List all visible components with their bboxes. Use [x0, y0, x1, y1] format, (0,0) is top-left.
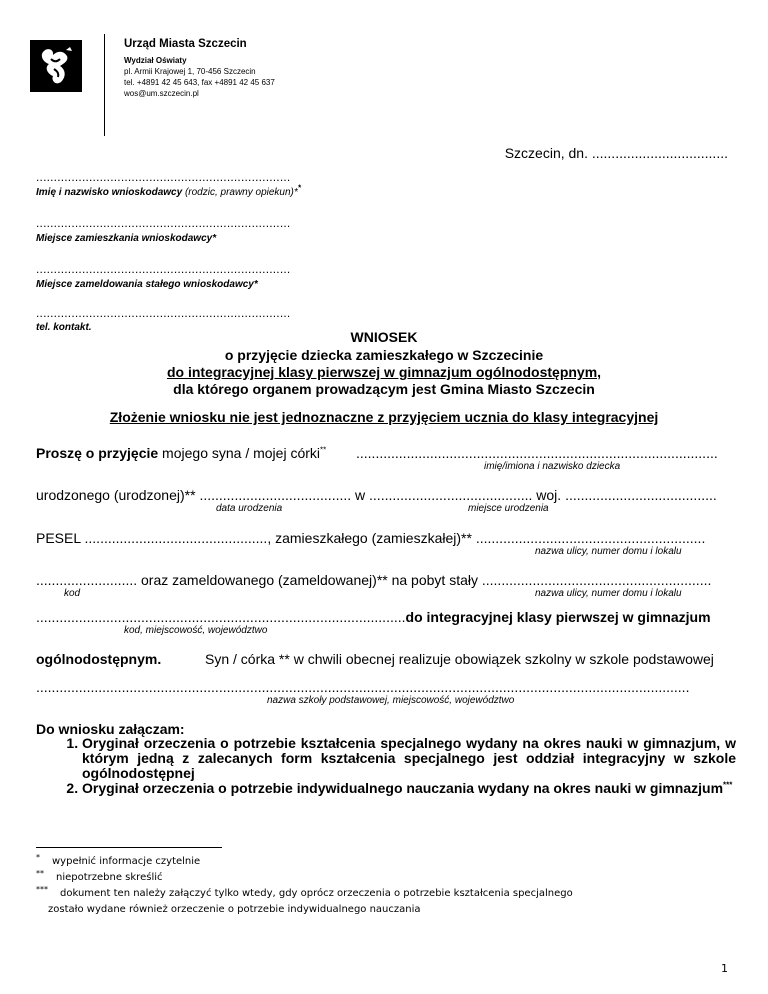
registration-label: Miejsce zameldowania stałego wnioskodawcy* [36, 279, 258, 290]
footnote-1: * wypełnić informacje czytelnie [36, 852, 201, 867]
footnote-3-cont: zostało wydane również orzeczenie o potrzebie indywidualnego nauczania [48, 904, 421, 915]
applicant-name-label: Imię i nazwisko wnioskodawcy (rodzic, prawny opiekun)** [36, 183, 301, 198]
school-field[interactable]: ........................................................................................................................................................................ [36, 679, 690, 695]
place-date-field[interactable]: Szczecin, dn. ................................... [504, 145, 728, 161]
org-phone: tel. +4891 42 45 643, fax +4891 42 45 637 [124, 78, 275, 87]
doc-subtitle-2: do integracyjnej klasy pierwszej w gimnazjum ogólnodostępnym, [166, 364, 602, 380]
attachment-item-1: 1. Oryginał orzeczenia o potrzebie kształcenia specjalnego wydany na okres nauki w gimnazjum, w którym jedną z zalecanych form kształcenia specjalnego jest oddział integracyjny w szkole ogólnodostępnej [82, 736, 736, 781]
birth-place-hint: miejsce urodzenia [468, 503, 549, 514]
footnote-divider [36, 847, 222, 848]
notice: Złożenie wniosku nie jest jednoznaczne z przyjęciem ucznia do klasy integracyjnej [109, 409, 659, 425]
doc-subtitle-1: o przyjęcie dziecka zamieszkałego w Szczecinie [224, 347, 544, 363]
residence-label: Miejsce zamieszkania wnioskodawcy* [36, 233, 217, 244]
registration-field[interactable]: ........................................................................ [36, 262, 291, 276]
attachments-list [36, 736, 736, 796]
pesel-line[interactable]: PESEL ..............................................., zamieszkałego (zamieszkałej)** ........................................................... [36, 530, 706, 546]
phone-label: tel. kontakt. [36, 322, 92, 333]
birth-date-hint: data urodzenia [216, 503, 283, 514]
page-number: 1 [721, 962, 728, 975]
city-logo [30, 40, 82, 92]
born-line[interactable]: urodzonego (urodzonej)** ....................................... w .......................................... woj. ....................................... [36, 487, 717, 503]
doc-subtitle-3: dla którego organem prowadzącym jest Gmina Miasto Szczecin [173, 381, 595, 397]
street-hint: nazwa ulicy, numer domu i lokalu [535, 546, 682, 557]
request-text: Proszę o przyjęcie mojego syna / mojej córki** [36, 445, 327, 461]
applicant-name-field[interactable]: ........................................................................ [36, 170, 291, 184]
attachment-item-2: 2. Oryginał orzeczenia o potrzebie indywidualnego nauczania wydany na okres nauki w gimnazjum*** [82, 781, 736, 796]
residence-field[interactable]: ........................................................................ [36, 216, 291, 230]
footnote-2: ** niepotrzebne skreślić [36, 868, 163, 883]
child-name-field[interactable]: ............................................................................................. [356, 445, 718, 461]
school-hint: nazwa szkoły podstawowej, miejscowość, województwo [267, 695, 515, 706]
school-text: Syn / córka ** w chwili obecnej realizuje obowiązek szkolny w szkole podstawowej [205, 651, 714, 667]
doc-title: WNIOSEK [350, 329, 418, 345]
org-email: wos@um.szczecin.pl [124, 89, 199, 98]
org-address: pl. Armii Krajowej 1, 70-456 Szczecin [124, 67, 256, 76]
org-name: Urząd Miasta Szczecin [124, 38, 247, 50]
postal-hint: kod [64, 588, 81, 599]
child-name-hint: imię/imiona i nazwisko dziecka [484, 461, 621, 472]
locality-hint: kod, miejscowość, województwo [124, 625, 268, 636]
phone-field[interactable]: ........................................................................ [36, 306, 291, 320]
open-school-text: ogólnodostępnym. [36, 651, 162, 667]
footnote-3: *** dokument ten należy załączyć tylko wtedy, gdy oprócz orzeczenia o potrzebie kształcenia specjalnego [36, 884, 573, 899]
department: Wydział Oświaty [124, 56, 187, 65]
locality-line[interactable]: ...............................................................................................do integracyjnej klasy pierwszej w gimnazjum [36, 609, 711, 625]
street-hint-2: nazwa ulicy, numer domu i lokalu [535, 588, 682, 599]
attachments-heading: Do wniosku załączam: [36, 721, 185, 737]
header-divider [104, 34, 105, 136]
postal-line[interactable]: .......................... oraz zameldowanego (zameldowanej)** na pobyt stały ........................................................... [36, 572, 712, 588]
